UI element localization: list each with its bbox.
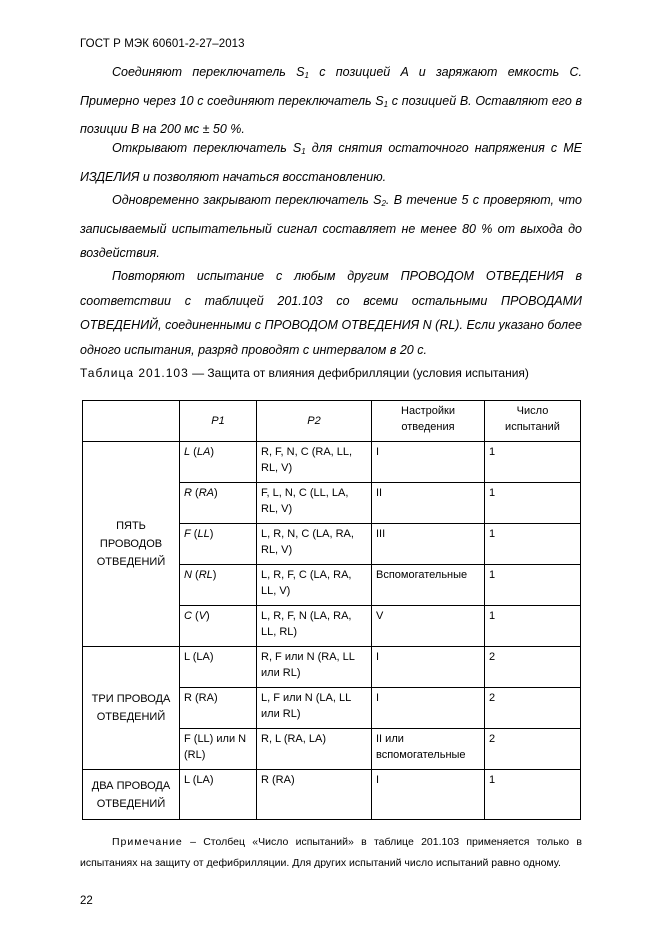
document-header: ГОСТ Р МЭК 60601-2-27–2013	[80, 38, 245, 50]
header-count: Число испытаний	[485, 401, 581, 442]
cell-settings: V	[372, 606, 485, 647]
cell-p2: R, F или N (RA, LL или RL)	[257, 647, 372, 688]
table-row	[83, 442, 581, 483]
cell-p1: F (LL) или N (RL)	[180, 729, 257, 770]
cell-settings: Вспомогательные	[372, 565, 485, 606]
cell-p2: L, F или N (LA, LL или RL)	[257, 688, 372, 729]
cell-count: 2	[485, 688, 581, 729]
cell-p1: C (V)	[180, 606, 257, 647]
cell-settings: III	[372, 524, 485, 565]
cell-p2: R (RA)	[257, 770, 372, 820]
paragraph-3: Одновременно закрывают переключатель $S_2$. В течение 5 с проверяют, что записываемый испытательный сигнал составляет не менее 80 % от выхода до воздействия.	[80, 193, 582, 260]
cell-count: 1	[485, 770, 581, 820]
cell-p1: L (LA)	[180, 770, 257, 820]
cell-p1: R (RA)	[180, 483, 257, 524]
cell-p2: F, L, N, C (LL, LA, RL, V)	[257, 483, 372, 524]
cell-count: 1	[485, 565, 581, 606]
cell-settings: I	[372, 647, 485, 688]
table-header-row	[83, 401, 581, 442]
cell-p2: L, R, F, N (LA, RA, LL, RL)	[257, 606, 372, 647]
table-row	[83, 647, 581, 688]
table-caption: Таблица 201.103 — Защита от влияния дефибрилляции (условия испытания)	[80, 366, 529, 380]
group-label: ДВА ПРОВОДА ОТВЕДЕНИЙ	[83, 770, 180, 820]
cell-p1: R (RA)	[180, 688, 257, 729]
header-p1: P1	[180, 401, 257, 442]
paragraph-1: Соединяют переключатель $S_1$ с позицией A и заряжают емкость C. Примерно через 10 с соединяют переключатель $S_1$ с позицией B. Оставляют его в позиции B на 200 мс ± 50 %.	[80, 65, 582, 136]
table-row	[83, 770, 581, 820]
cell-count: 2	[485, 647, 581, 688]
cell-p1: L (LA)	[180, 647, 257, 688]
header-p2: P2	[257, 401, 372, 442]
cell-p2: L, R, N, C (LA, RA, RL, V)	[257, 524, 372, 565]
cell-count: 1	[485, 483, 581, 524]
paragraph-4: Повторяют испытание с любым другим ПРОВОДОМ ОТВЕДЕНИЯ в соответствии с таблицей 201.103 со всеми остальными ПРОВОДАМИ ОТВЕДЕНИЙ, соединенными с ПРОВОДОМ ОТВЕДЕНИЯ N (RL). Если указано более одного испытания, разряд проводят с интервалом в 20 с.	[80, 269, 582, 357]
cell-count: 1	[485, 606, 581, 647]
cell-count: 1	[485, 442, 581, 483]
cell-p1: F (LL)	[180, 524, 257, 565]
header-group	[83, 401, 180, 442]
table-note: Примечание – Столбец «Число испытаний» в таблице 201.103 применяется только в испытаниях на защиту от дефибрилляции. Для других испытаний число испытаний равно одному.	[80, 836, 582, 869]
paragraph-2: Открывают переключатель $S_1$ для снятия остаточного напряжения с МЕ ИЗДЕЛИЯ и позволяют начаться восстановлению.	[80, 141, 582, 184]
page-number: 22	[80, 895, 93, 907]
cell-settings: I	[372, 770, 485, 820]
cell-p2: L, R, F, C (LA, RA, LL, V)	[257, 565, 372, 606]
cell-settings: I	[372, 688, 485, 729]
cell-settings: II	[372, 483, 485, 524]
group-label: ТРИ ПРОВОДА ОТВЕДЕНИЙ	[83, 647, 180, 770]
defibrillation-test-table	[82, 400, 581, 820]
cell-p1: L (LA)	[180, 442, 257, 483]
group-label: ПЯТЬ ПРОВОДОВ ОТВЕДЕНИЙ	[83, 442, 180, 647]
cell-count: 2	[485, 729, 581, 770]
cell-settings: I	[372, 442, 485, 483]
cell-p1: N (RL)	[180, 565, 257, 606]
cell-p2: R, L (RA, LA)	[257, 729, 372, 770]
cell-p2: R, F, N, C (RA, LL, RL, V)	[257, 442, 372, 483]
header-settings: Настройки отведения	[372, 401, 485, 442]
cell-count: 1	[485, 524, 581, 565]
cell-settings: II или вспомогательные	[372, 729, 485, 770]
